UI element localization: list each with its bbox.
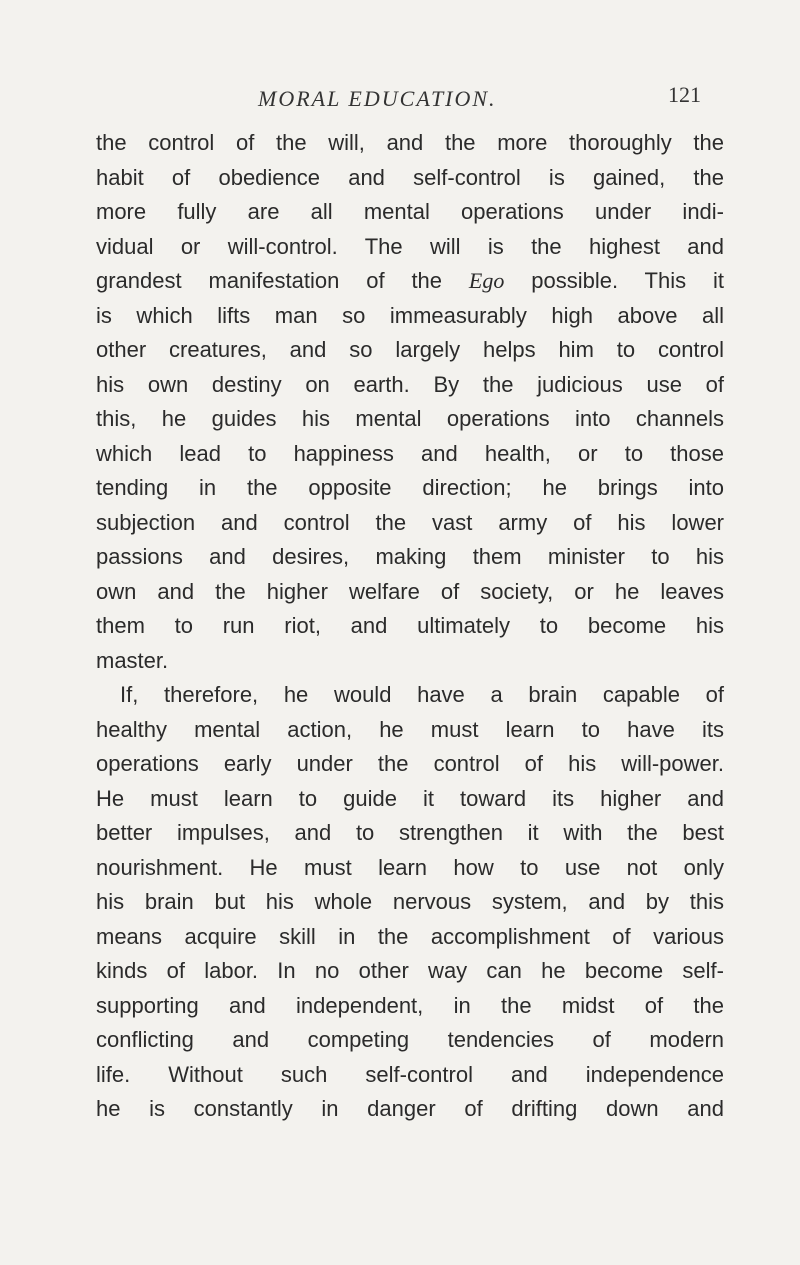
text-line: means acquire skill in the accomplishment of various <box>96 923 724 949</box>
text-run: grandest manifestation of the <box>96 268 469 293</box>
text-line: other creatures, and so largely helps him to control <box>96 337 724 362</box>
paragraph-1 <box>96 126 724 678</box>
italic-term-ego: Ego <box>468 268 505 293</box>
text-line: own and the higher welfare of society, or he leaves <box>96 578 724 604</box>
text-line: is which lifts man so immeasurably high above all <box>96 302 724 328</box>
text-line: master. <box>96 647 169 673</box>
text-line: nourishment. He must learn how to use not only <box>96 854 724 880</box>
text-line: the control of the will, and the more thoroughly the <box>96 130 724 155</box>
text-line: kinds of labor. In no other way can he become self- <box>96 958 724 983</box>
running-title: MORAL EDUCATION. <box>258 86 497 111</box>
text-line: life. Without such self-control and independence <box>96 1061 724 1087</box>
text-line: his own destiny on earth. By the judicious use of <box>96 371 724 397</box>
page-number: 121 <box>668 82 701 107</box>
text-line: He must learn to guide it toward its higher and <box>96 785 724 811</box>
text-line: vidual or will-control. The will is the highest and <box>96 233 724 259</box>
text-line-with-italic <box>96 264 724 299</box>
text-line: passions and desires, making them minister to his <box>96 544 724 569</box>
text-line: which lead to happiness and health, or to those <box>96 440 724 466</box>
text-line: habit of obedience and self-control is gained, the <box>96 164 724 190</box>
text-line: conflicting and competing tendencies of modern <box>96 1027 724 1052</box>
text-line: better impulses, and to strengthen it with the best <box>96 820 724 845</box>
body-text <box>96 126 724 1127</box>
text-line: he is constantly in danger of drifting down and <box>96 1096 724 1121</box>
text-line: subjection and control the vast army of his lower <box>96 509 724 535</box>
text-line: this, he guides his mental operations into channels <box>96 406 724 431</box>
running-head <box>0 80 800 116</box>
text-line: his brain but his whole nervous system, and by this <box>96 889 724 914</box>
text-line: operations early under the control of his will-power. <box>96 751 724 776</box>
text-line: healthy mental action, he must learn to have its <box>96 716 724 742</box>
text-line: tending in the opposite direction; he brings into <box>96 475 724 500</box>
text-line: If, therefore, he would have a brain capable of <box>120 682 724 707</box>
text-run: possible. This it <box>504 268 724 293</box>
paragraph-2 <box>96 678 724 1127</box>
text-line: them to run riot, and ultimately to become his <box>96 613 724 638</box>
text-line: more fully are all mental operations under indi- <box>96 199 724 224</box>
text-line: supporting and independent, in the midst of the <box>96 992 724 1018</box>
